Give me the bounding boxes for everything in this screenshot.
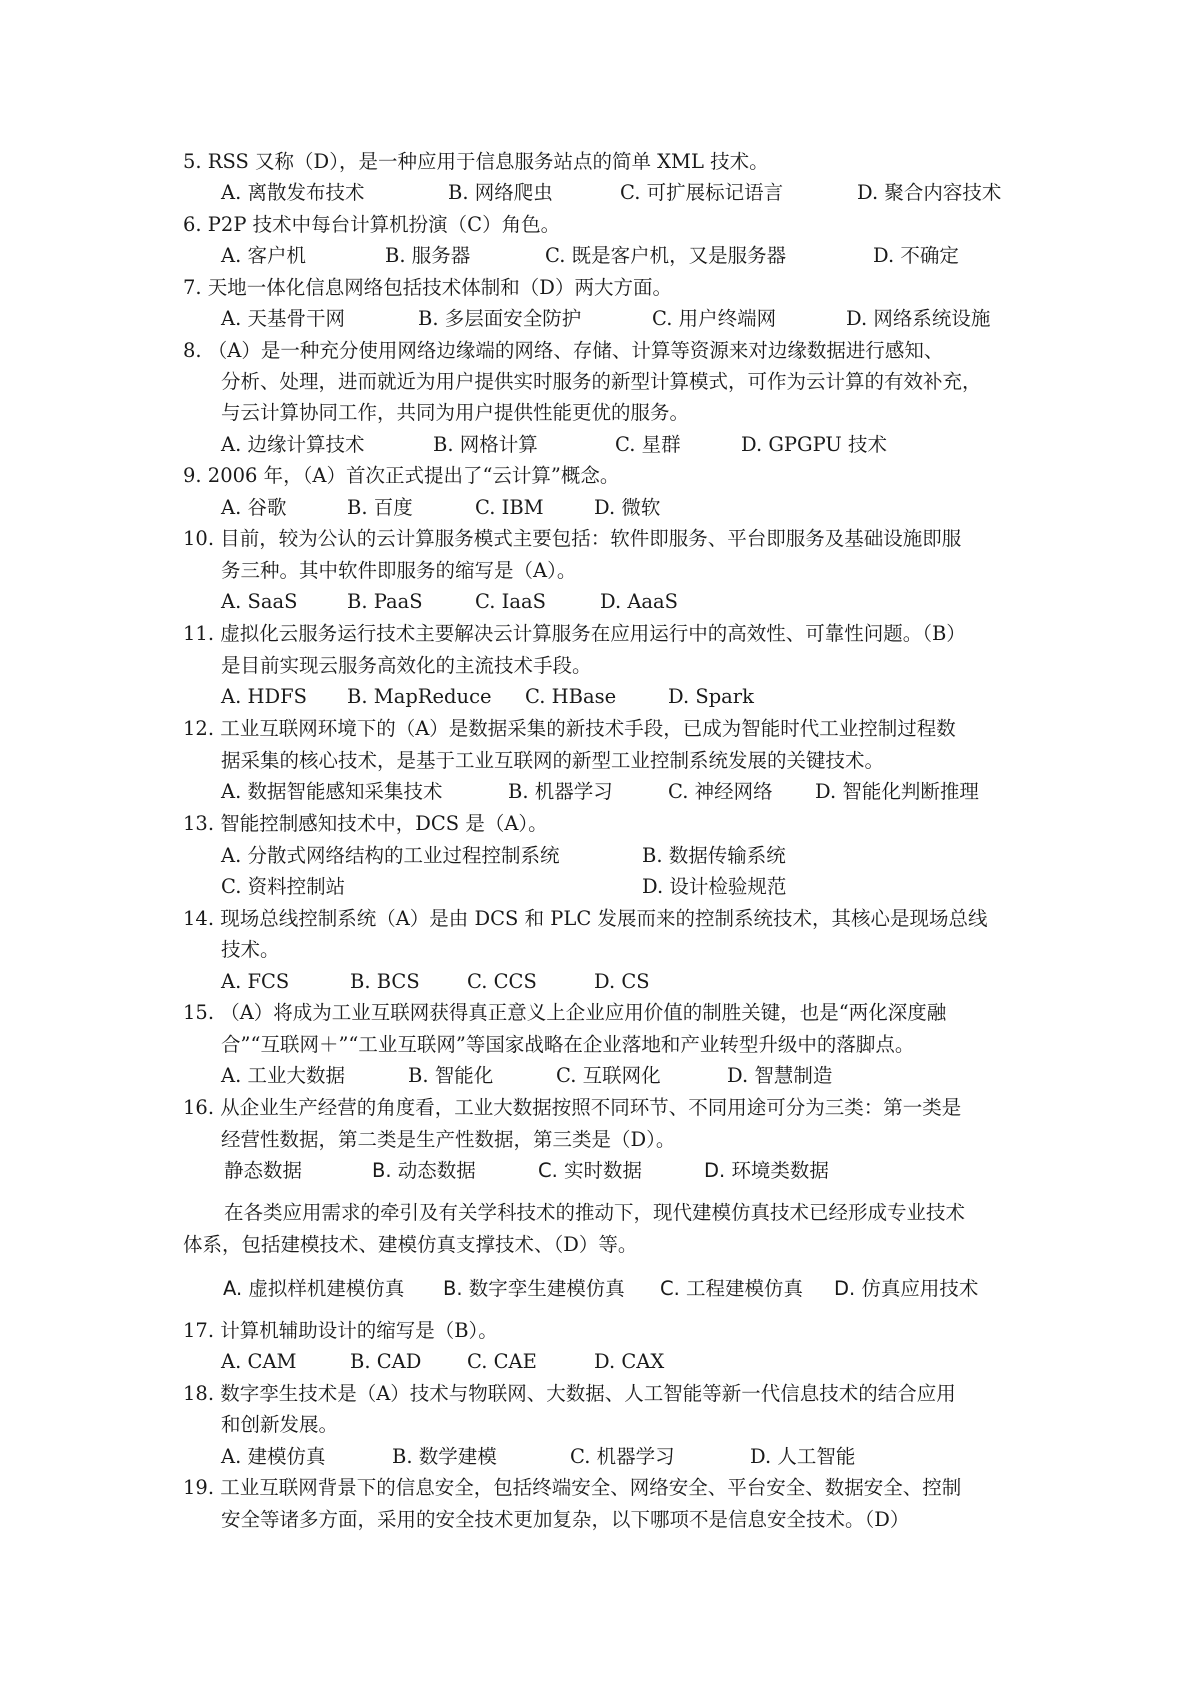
option-a: A. 数据智能感知采集技术	[221, 780, 443, 803]
option-d: D. 不确定	[873, 244, 959, 267]
option-c: C. 实时数据	[538, 1159, 643, 1182]
option-c: C. 用户终端网	[652, 307, 777, 330]
question-8-text-line-2: 分析、处理，进而就近为用户提供实时服务的新型计算模式，可作为云计算的有效补充，	[221, 370, 982, 393]
question-11-text: 11. 虚拟化云服务运行技术主要解决云计算服务在应用运行中的高效性、可靠性问题。（B）	[183, 622, 966, 645]
question-18-text-line-2: 和创新发展。	[221, 1413, 339, 1436]
option-a: A. 天基骨干网	[221, 307, 345, 330]
option-d: D. AaaS	[600, 590, 679, 613]
question-19-text-line-2: 安全等诸多方面，采用的安全技术更加复杂，以下哪项不是信息安全技术。（D）	[221, 1508, 910, 1531]
option-c: C. 机器学习	[570, 1445, 675, 1468]
option-d: D. 智慧制造	[727, 1064, 833, 1087]
option-b: B. 数字孪生建模仿真	[443, 1277, 625, 1300]
option-c: C. 星群	[615, 433, 681, 456]
option-b: B. MapReduce	[347, 685, 492, 708]
option-b: B. 智能化	[408, 1064, 494, 1087]
question-12-text-line-2: 据采集的核心技术，是基于工业互联网的新型工业控制系统发展的关键技术。	[221, 749, 885, 772]
option-d: D. 智能化判断推理	[815, 780, 979, 803]
question-10-text: 10. 目前，较为公认的云计算服务模式主要包括：软件即服务、平台即服务及基础设施即服	[183, 527, 962, 550]
option-d: D. 网络系统设施	[846, 307, 991, 330]
option-b: B. BCS	[350, 970, 420, 993]
option-a: 静态数据	[224, 1159, 303, 1182]
option-a: A. 边缘计算技术	[221, 433, 365, 456]
option-c: C. IBM	[475, 496, 544, 519]
option-d: D. 设计检验规范	[642, 875, 787, 898]
question-15-text: 15. （A）将成为工业互联网获得真正意义上企业应用价值的制胜关键，也是“两化深度融	[183, 1001, 947, 1024]
option-b: B. 网络爬虫	[448, 181, 553, 204]
option-c: C. IaaS	[475, 590, 546, 613]
question-16-text: 16. 从企业生产经营的角度看，工业大数据按照不同环节、不同用途可分为三类：第一类是	[183, 1096, 962, 1119]
option-d: D. 聚合内容技术	[857, 181, 1002, 204]
option-d: D. CS	[594, 970, 650, 993]
option-a: A. 分散式网络结构的工业过程控制系统	[221, 844, 560, 867]
option-d: D. 微软	[594, 496, 661, 519]
option-c: C. 工程建模仿真	[660, 1277, 804, 1300]
question-17-text: 17. 计算机辅助设计的缩写是（B）。	[183, 1319, 498, 1342]
option-a: A. 建模仿真	[221, 1445, 326, 1468]
option-b: B. 数据传输系统	[642, 844, 786, 867]
question-6-text: 6. P2P 技术中每台计算机扮演（C）角色。	[183, 213, 561, 236]
option-c: C. 既是客户机，又是服务器	[545, 244, 787, 267]
question-7-text: 7. 天地一体化信息网络包括技术体制和（D）两大方面。	[183, 276, 672, 299]
question-15-text-line-2: 合”“互联网＋”“工业互联网”等国家战略在企业落地和产业转型升级中的落脚点。	[221, 1033, 915, 1056]
question-19-text: 19. 工业互联网背景下的信息安全，包括终端安全、网络安全、平台安全、数据安全、控制	[183, 1476, 962, 1499]
option-b: B. 动态数据	[372, 1159, 476, 1182]
option-a: A. 客户机	[221, 244, 306, 267]
option-d: D. CAX	[594, 1350, 665, 1373]
question-unnumbered-text-line-2: 体系，包括建模技术、建模仿真支撑技术、（D）等。	[183, 1233, 638, 1256]
question-5-text: 5. RSS 又称（D），是一种应用于信息服务站点的简单 XML 技术。	[183, 150, 769, 173]
option-c: C. HBase	[525, 685, 617, 708]
option-c: C. 资料控制站	[221, 875, 346, 898]
option-b: B. PaaS	[347, 590, 423, 613]
option-b: B. 数学建模	[392, 1445, 497, 1468]
option-a: A. 离散发布技术	[221, 181, 365, 204]
option-a: A. 谷歌	[221, 496, 287, 519]
question-11-text-line-2: 是目前实现云服务高效化的主流技术手段。	[221, 654, 592, 677]
option-a: A. 虚拟样机建模仿真	[223, 1277, 405, 1300]
question-18-text: 18. 数字孪生技术是（A）技术与物联网、大数据、人工智能等新一代信息技术的结合应用	[183, 1382, 956, 1405]
question-16-text-line-2: 经营性数据，第二类是生产性数据，第三类是（D）。	[221, 1128, 676, 1151]
option-a: A. FCS	[221, 970, 290, 993]
option-b: B. CAD	[350, 1350, 422, 1373]
option-a: A. 工业大数据	[221, 1064, 345, 1087]
option-a: A. HDFS	[221, 685, 308, 708]
question-8-text-line-3: 与云计算协同工作，共同为用户提供性能更优的服务。	[221, 401, 690, 424]
question-8-text: 8. （A）是一种充分使用网络边缘端的网络、存储、计算等资源来对边缘数据进行感知、	[183, 339, 944, 362]
option-b: B. 机器学习	[508, 780, 613, 803]
option-d: D. 环境类数据	[704, 1159, 829, 1182]
option-c: C. 互联网化	[556, 1064, 661, 1087]
question-14-text: 14. 现场总线控制系统（A）是由 DCS 和 PLC 发展而来的控制系统技术，其核心是现场总线	[183, 907, 988, 930]
option-c: C. CAE	[467, 1350, 537, 1373]
option-b: B. 百度	[347, 496, 413, 519]
option-c: C. 可扩展标记语言	[620, 181, 784, 204]
question-13-text: 13. 智能控制感知技术中，DCS 是（A）。	[183, 812, 548, 835]
option-b: B. 网格计算	[433, 433, 538, 456]
option-a: A. SaaS	[221, 590, 298, 613]
option-d: D. 仿真应用技术	[834, 1277, 979, 1300]
option-a: A. CAM	[221, 1350, 297, 1373]
option-b: B. 服务器	[385, 244, 471, 267]
question-unnumbered-text: 在各类应用需求的牵引及有关学科技术的推动下，现代建模仿真技术已经形成专业技术	[224, 1201, 966, 1224]
option-d: D. 人工智能	[750, 1445, 856, 1468]
option-d: D. GPGPU 技术	[741, 433, 888, 456]
question-12-text: 12. 工业互联网环境下的（A）是数据采集的新技术手段，已成为智能时代工业控制过程数	[183, 717, 956, 740]
question-10-text-line-2: 务三种。其中软件即服务的缩写是（A）。	[221, 559, 577, 582]
option-c: C. CCS	[467, 970, 537, 993]
question-9-text: 9. 2006 年，（A）首次正式提出了“云计算”概念。	[183, 464, 620, 487]
option-d: D. Spark	[668, 685, 754, 708]
question-14-text-line-2: 技术。	[221, 938, 280, 961]
option-c: C. 神经网络	[668, 780, 773, 803]
option-b: B. 多层面安全防护	[418, 307, 582, 330]
